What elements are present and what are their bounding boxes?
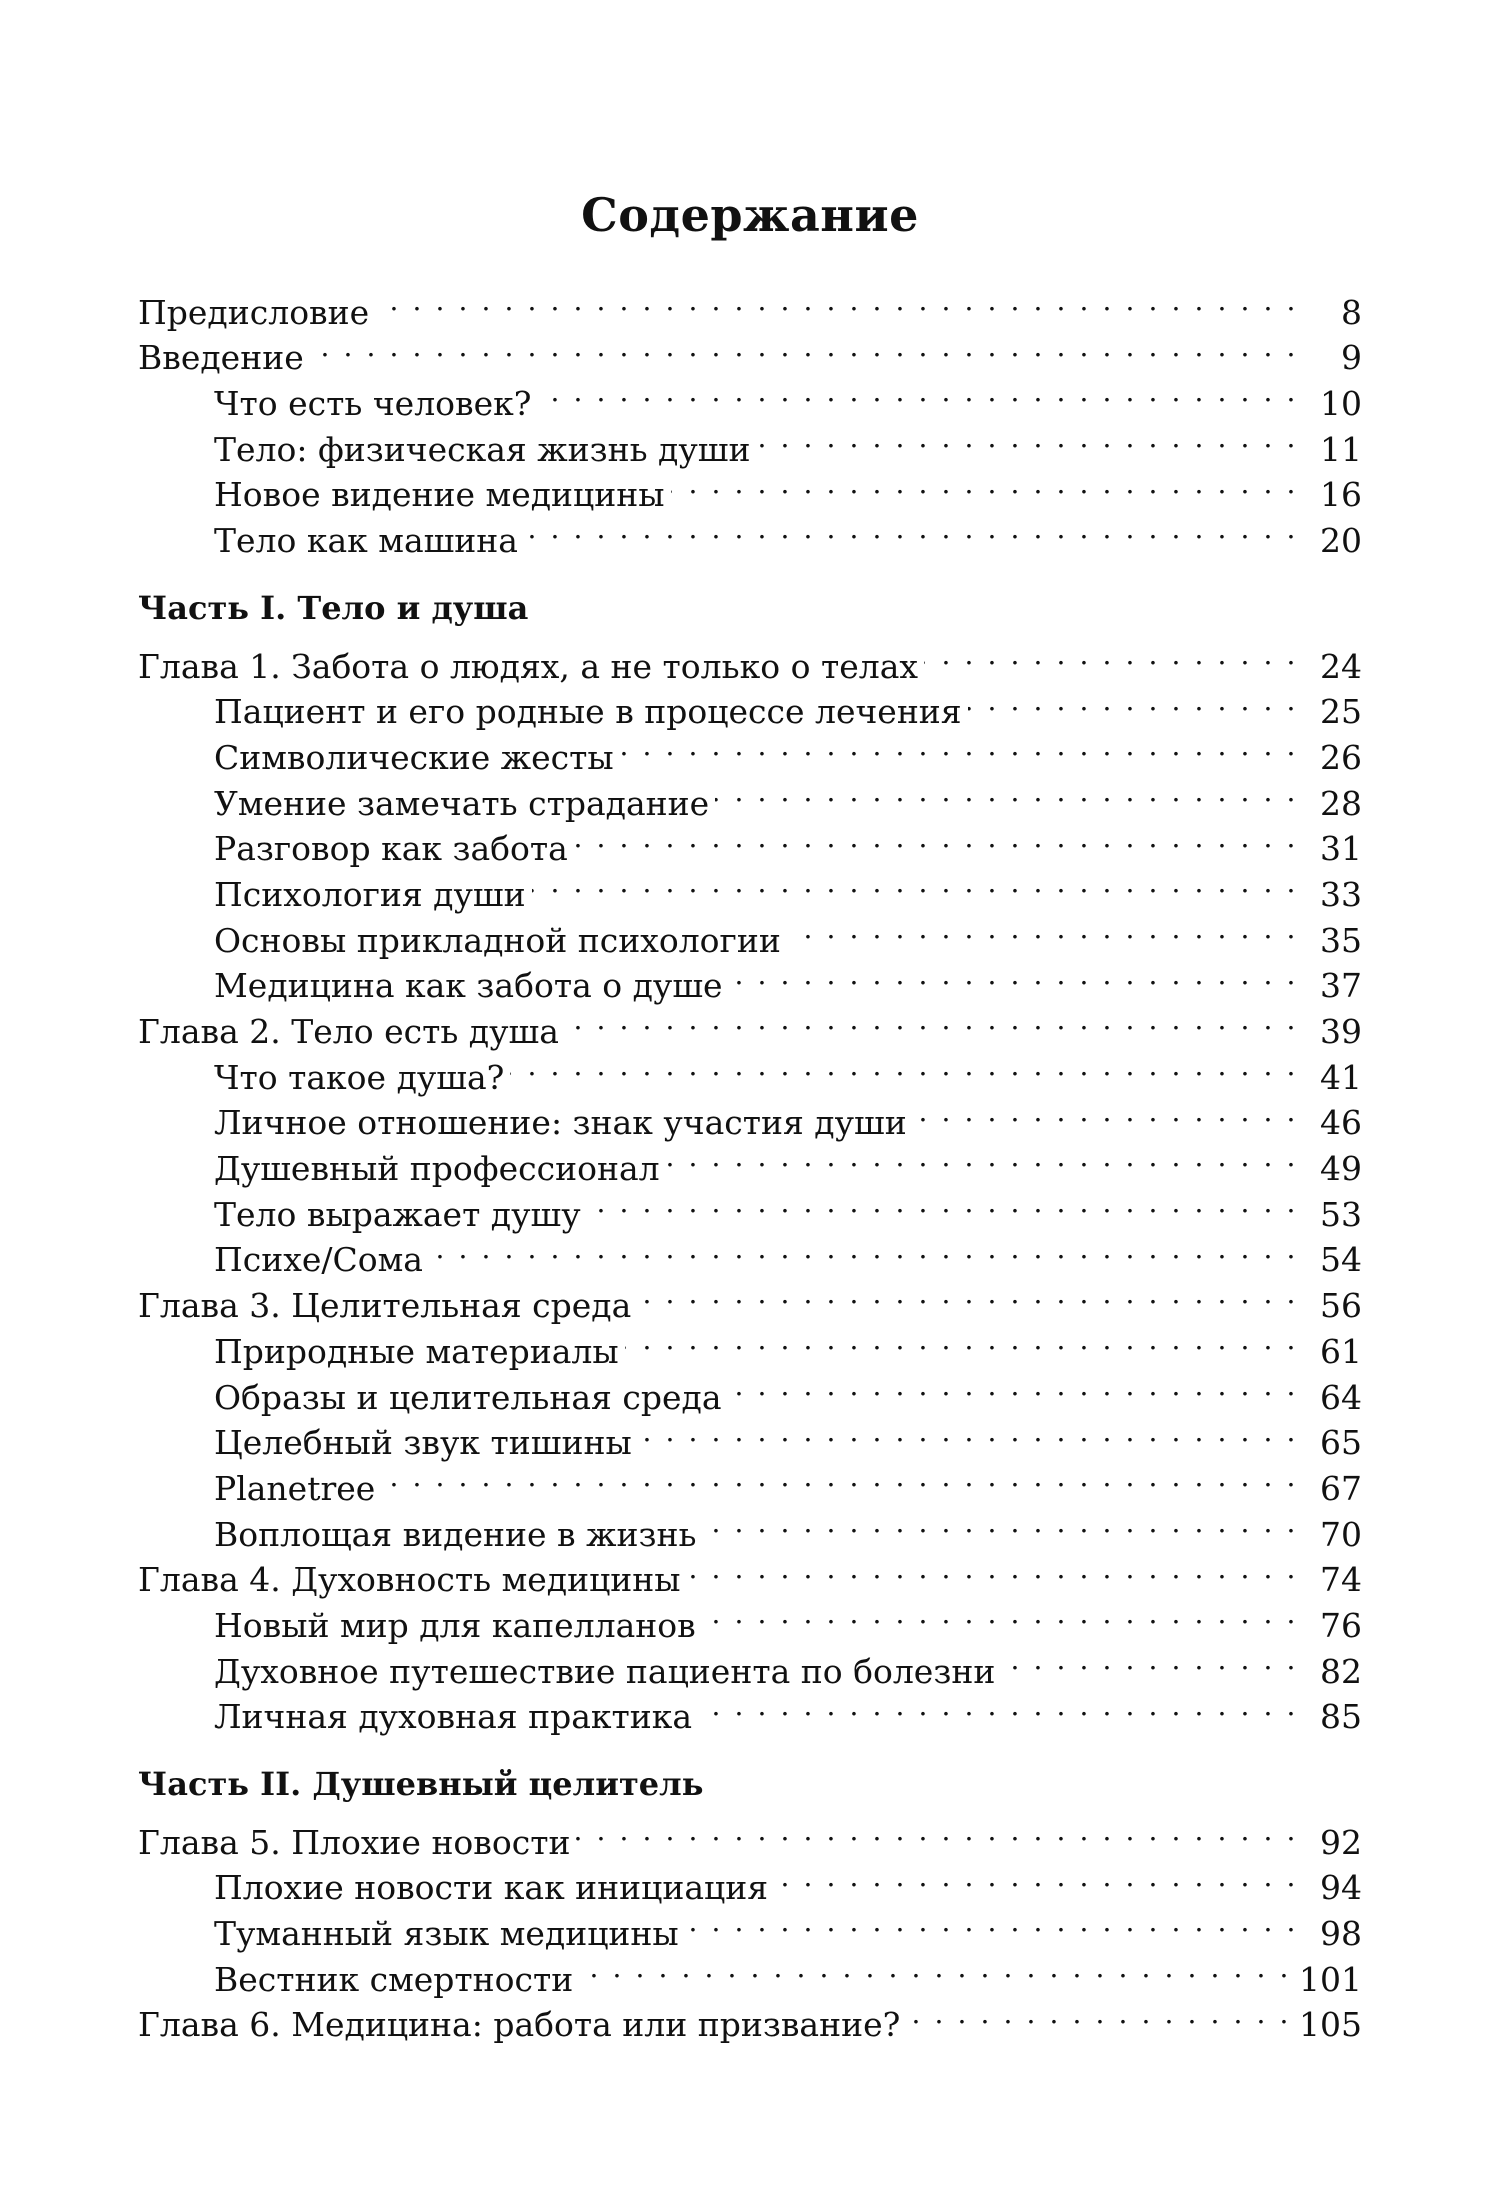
entry-label: Плохие новости как инициация: [214, 1868, 769, 1908]
entry-label: Глава 6. Медицина: работа или призвание?: [138, 2005, 901, 2045]
dot-leader: [906, 1991, 1291, 2037]
page-number: 65: [1320, 1423, 1362, 1463]
entry-label: Основы прикладной психологии: [214, 920, 781, 960]
page-number: 98: [1320, 1914, 1362, 1954]
page-number: 46: [1320, 1103, 1362, 1143]
dot-leader: [429, 1226, 1298, 1272]
entry-label: Тело: физическая жизнь души: [214, 429, 751, 469]
dot-leader: [565, 997, 1298, 1043]
entry-label: Новый мир для капелланов: [214, 1605, 696, 1645]
dot-leader: [702, 1591, 1298, 1637]
page-number: 28: [1320, 783, 1362, 823]
page-number: 94: [1320, 1868, 1362, 1908]
dot-leader: [579, 1945, 1291, 1991]
dot-leader: [638, 1409, 1298, 1455]
page-number: 101: [1299, 1959, 1362, 1999]
entry-label: Воплощая видение в жизнь: [214, 1514, 697, 1554]
entry-label: Глава 1. Забота о людях, а не только о телах: [138, 646, 918, 686]
dot-leader: [924, 632, 1298, 678]
page-number: 9: [1341, 338, 1362, 378]
table-of-contents: [138, 278, 1362, 2045]
entry-label: Психология души: [214, 874, 526, 914]
page-number: 53: [1320, 1194, 1362, 1234]
entry-label: Глава 5. Плохие новости: [138, 1822, 571, 1862]
part-heading: Часть I. Тело и душа: [138, 589, 529, 628]
page-number: 49: [1320, 1149, 1362, 1189]
page-number: 56: [1320, 1286, 1362, 1326]
page-number: 24: [1320, 646, 1362, 686]
page-number: 31: [1320, 829, 1362, 869]
page-number: 16: [1320, 475, 1362, 515]
entry-label: Психе/Сома: [214, 1240, 423, 1280]
page-number: 20: [1320, 521, 1362, 561]
entry-label: Что такое душа?: [214, 1057, 505, 1097]
dot-leader: [620, 723, 1298, 769]
page-number: 54: [1320, 1240, 1362, 1280]
toc-entry: [138, 632, 1362, 686]
dot-leader: [637, 1271, 1298, 1317]
entry-label: Целебный звук тишины: [214, 1423, 632, 1463]
entry-label: Глава 4. Духовность медицины: [138, 1560, 681, 1600]
page-number: 76: [1320, 1605, 1362, 1645]
dot-leader: [774, 1854, 1298, 1900]
page-number: 74: [1320, 1560, 1362, 1600]
dot-leader: [537, 369, 1298, 415]
page-number: 39: [1320, 1012, 1362, 1051]
page-number: 82: [1320, 1651, 1362, 1691]
entry-label: Медицина как забота о душе: [214, 966, 723, 1006]
toc-entry: [138, 278, 1362, 332]
page-number: 37: [1320, 966, 1362, 1006]
entry-label: Новое видение медицины: [214, 475, 665, 515]
dot-leader: [671, 461, 1298, 507]
dot-leader: [576, 1808, 1298, 1854]
dot-leader: [756, 415, 1298, 461]
dot-leader: [702, 1500, 1298, 1546]
entry-label: Образы и целительная среда: [214, 1377, 722, 1417]
dot-leader: [1001, 1637, 1298, 1683]
page-number: 64: [1320, 1377, 1362, 1417]
entry-label: Вестник смертности: [214, 1959, 574, 1999]
dot-leader: [687, 1546, 1298, 1592]
entry-label: Что есть человек?: [214, 384, 532, 424]
dot-leader: [381, 1454, 1298, 1500]
entry-label: Тело выражает душу: [214, 1194, 581, 1234]
dot-leader: [729, 952, 1298, 998]
page-number: 70: [1320, 1514, 1362, 1554]
entry-label: Тело как машина: [214, 521, 518, 561]
page-number: 92: [1320, 1822, 1362, 1862]
dot-leader: [685, 1899, 1298, 1945]
page-number: 11: [1320, 429, 1362, 469]
dot-leader: [625, 1317, 1298, 1363]
page-number: 67: [1320, 1468, 1362, 1508]
page-title: Содержание: [581, 188, 919, 242]
entry-label: Разговор как забота: [214, 829, 568, 869]
entry-label: Введение: [138, 338, 304, 378]
dot-leader: [510, 1043, 1298, 1089]
page-number: 35: [1320, 920, 1362, 960]
dot-leader: [574, 815, 1298, 861]
page-number: 105: [1299, 2005, 1362, 2045]
page-number: 41: [1320, 1057, 1362, 1097]
toc-subentry: [138, 369, 1362, 424]
entry-label: Символические жесты: [214, 737, 614, 777]
dot-leader: [310, 324, 1298, 370]
toc-entry: [138, 324, 1362, 378]
page-number: 61: [1320, 1331, 1362, 1371]
dot-leader: [587, 1180, 1298, 1226]
dot-leader: [698, 1683, 1298, 1729]
entry-label: Глава 3. Целительная среда: [138, 1286, 632, 1326]
page-number: 25: [1320, 692, 1362, 732]
entry-label: Предисловие: [138, 292, 370, 332]
entry-label: Planetree: [214, 1468, 376, 1508]
entry-label: Туманный язык медицины: [214, 1914, 679, 1954]
dot-leader: [532, 860, 1298, 906]
dot-leader: [968, 678, 1298, 724]
entry-label: Личная духовная практика: [214, 1697, 693, 1737]
dot-leader: [715, 769, 1298, 815]
dot-leader: [913, 1089, 1298, 1135]
entry-label: Умение замечать страдание: [214, 783, 710, 823]
dot-leader: [375, 278, 1298, 324]
page-number: 8: [1341, 292, 1362, 332]
dot-leader: [728, 1363, 1299, 1409]
entry-label: Личное отношение: знак участия души: [214, 1103, 907, 1143]
entry-label: Глава 2. Тело есть душа: [138, 1012, 559, 1051]
entry-label: Душевный профессионал: [214, 1149, 660, 1189]
page-number: 10: [1320, 384, 1362, 424]
entry-label: Природные материалы: [214, 1331, 619, 1371]
toc-entry: [138, 1808, 1362, 1862]
page-number: 85: [1320, 1697, 1362, 1737]
part-heading: Часть II. Душевный целитель: [138, 1765, 704, 1804]
dot-leader: [666, 1134, 1298, 1180]
page-number: 26: [1320, 737, 1362, 777]
entry-label: Пациент и его родные в процессе лечения: [214, 692, 962, 732]
dot-leader: [524, 506, 1298, 552]
page-number: 33: [1320, 874, 1362, 914]
dot-leader: [787, 906, 1298, 952]
entry-label: Духовное путешествие пациента по болезни: [214, 1651, 996, 1691]
